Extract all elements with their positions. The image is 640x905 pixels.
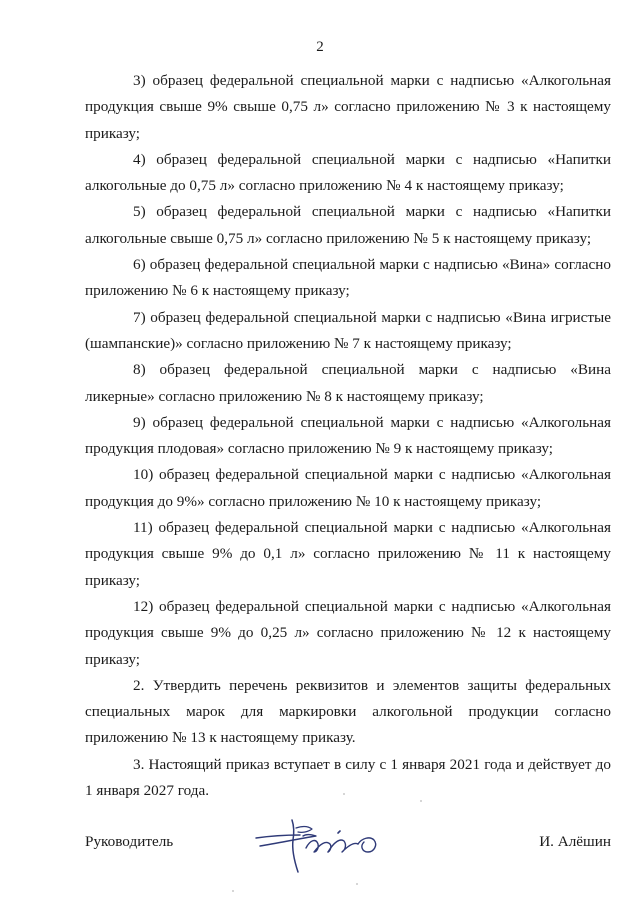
paragraph-item-4: 4) образец федеральной специальной марки с надписью «Напитки алкогольные до 0,75 л» согласно приложению № 4 к настоящему приказу;: [85, 150, 611, 195]
scan-speck: [232, 890, 234, 892]
paragraph-item-11: 11) образец федеральной специальной марки с надписью «Алкогольная продукция свыше 9% до 0,1 л» согласно приложению № 11 к настоящему приказу;: [85, 519, 611, 589]
paragraph-item-5: 5) образец федеральной специальной марки с надписью «Напитки алкогольные свыше 0,75 л» согласно приложению № 5 к настоящему приказу;: [85, 203, 611, 247]
paragraph-item-6: 6) образец федеральной специальной марки с надписью «Вина» согласно приложению № 6 к настоящему приказу;: [85, 256, 611, 300]
document-body: [85, 68, 611, 804]
paragraph-item-12: 12) образец федеральной специальной марки с надписью «Алкогольная продукция свыше 9% до 0,25 л» согласно приложению № 12 к настоящему приказу;: [85, 597, 611, 668]
page-number: 2: [316, 39, 324, 55]
paragraph-item-7: 7) образец федеральной специальной марки с надписью «Вина игристые (шампанские)» согласно приложению № 7 к настоящему приказу;: [85, 308, 611, 352]
paragraph-item-9: 9) образец федеральной специальной марки с надписью «Алкогольная продукция плодовая» согласно приложению № 9 к настоящему приказу;: [85, 413, 611, 458]
paragraph-section-2: 2. Утвердить перечень реквизитов и элементов защиты федеральных специальных марок для маркировки алкогольной продукции согласно приложению № 13 к настоящему приказу.: [85, 676, 611, 747]
paragraph-section-3: 3. Настоящий приказ вступает в силу с 1 января 2021 года и действует до 1 января 2027 года.: [85, 755, 611, 800]
scan-speck: [356, 883, 358, 885]
signatory-title: Руководитель: [85, 833, 174, 850]
paragraph-item-3: 3) образец федеральной специальной марки с надписью «Алкогольная продукция свыше 9% свыше 0,75 л» согласно приложению № 3 к настоящему приказу;: [85, 72, 611, 142]
signatory-name: И. Алёшин: [539, 833, 611, 850]
paragraph-item-8: 8) образец федеральной специальной марки с надписью «Вина ликерные» согласно приложению № 8 к настоящему приказу;: [85, 361, 611, 405]
scan-speck: [343, 793, 345, 795]
scan-speck: [420, 800, 422, 802]
paragraph-item-10: 10) образец федеральной специальной марки с надписью «Алкогольная продукция до 9%» согласно приложению № 10 к настоящему приказу;: [85, 466, 611, 510]
handwritten-signature-icon: [248, 808, 398, 880]
